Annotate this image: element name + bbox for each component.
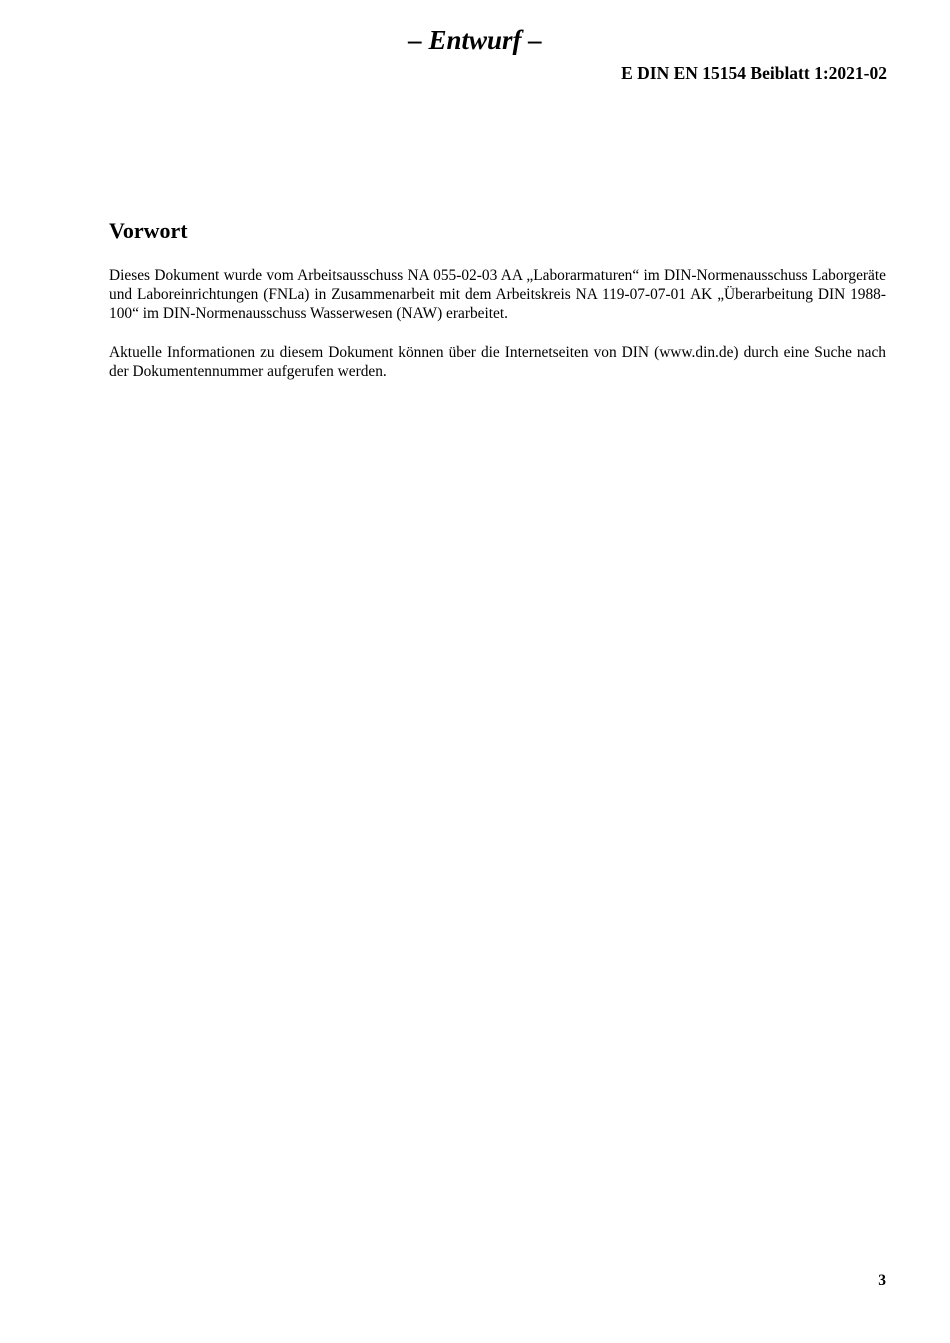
- page-number: 3: [878, 1272, 886, 1289]
- foreword-paragraph-2: Aktuelle Informationen zu diesem Dokument können über die Internetseiten von DIN (www.din.de) durch eine Suche nach der Dokumentennummer aufgerufen werden.: [109, 344, 886, 381]
- document-identifier: E DIN EN 15154 Beiblatt 1:2021-02: [621, 63, 887, 83]
- foreword-heading: Vorwort: [109, 218, 188, 243]
- foreword-paragraph-1: Dieses Dokument wurde vom Arbeitsausschuss NA 055-02-03 AA „Laborarmaturen“ im DIN-Normenausschuss Laborgeräte und Laboreinrichtungen (FNLa) in Zusammenarbeit mit dem Arbeitskreis NA 119-07-07-01 AK „Überarbeitung DIN 1988-100“ im DIN-Normenausschuss Wasserwesen (NAW) erarbeitet.: [109, 267, 886, 323]
- draft-watermark-title: – Entwurf –: [408, 25, 542, 55]
